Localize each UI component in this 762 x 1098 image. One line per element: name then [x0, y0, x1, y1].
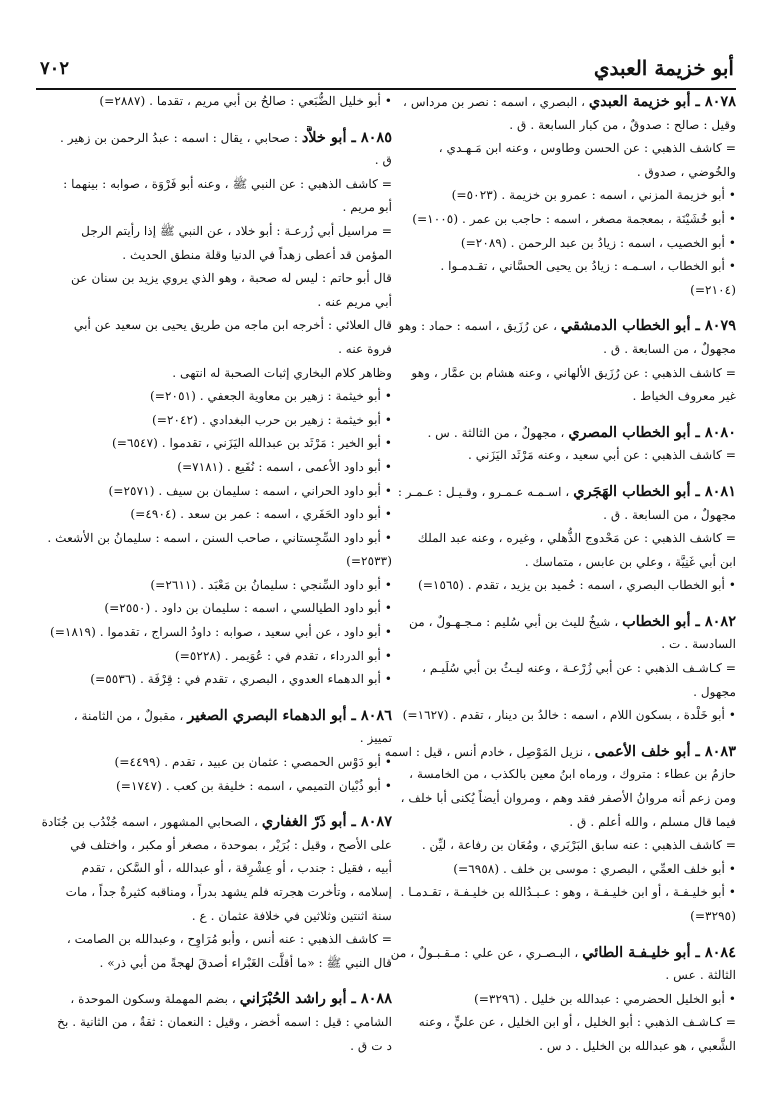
entry-text: ، الصحابي المشهور ، اسمه جُنْدُب بن جُنَادة [41, 815, 262, 830]
text-line [36, 409, 392, 433]
entry-block [368, 740, 736, 929]
entry-text: ، مجهولٌ ، من الثالثة . س . [427, 425, 569, 440]
entry-text: على الأصح ، وقيل : بُرَيْر ، بموحدة ، مصغر أو مكبر ، واختلف في [70, 837, 392, 852]
text-line [36, 928, 392, 952]
text-line [368, 633, 736, 657]
entry-text: • أبو خليل الضُّبَعي : صالحُ بن أبي مريم ، تقدما . (٢٨٨٧=) [99, 94, 392, 108]
entry-text: • أبو خلف العمِّي ، البصري : موسى بن خلف . (٦٩٥٨=) [453, 861, 736, 876]
entry-text: الشَّعبي ، هو عبدالله بن الخليل . د س . [539, 1038, 736, 1053]
text-line [368, 385, 736, 409]
entry-gap [36, 692, 392, 704]
entry-text: = كـاشـف الذهبي : عن أبي زُرْعـة ، وعنه ليـثُ بن أبي سُلَيـم ، [422, 661, 736, 676]
entry-text: حازمُ بن عطاء : متروك ، ورماه ابنُ معين بالكذب ، من الخامسة ، [409, 767, 736, 782]
text-line [368, 574, 736, 598]
entry-block [368, 610, 736, 728]
entry-heading: ٨٠٨٣ ـ أبو خلف الأعمى [594, 742, 736, 760]
text-line [36, 456, 392, 480]
text-line [36, 90, 392, 114]
entry-text: مجهولٌ ، من السابعة . ق . [603, 341, 736, 356]
entry-text: • أبو خزيمة المزني ، اسمه : عمرو بن خزيمة . (٥٠٢٣=) [451, 188, 736, 203]
entry-gap [368, 598, 736, 610]
text-line [36, 362, 392, 386]
entry-text: • أبو الخطاب البصري ، اسمه : حُميد بن يزيد ، تقدم . (١٥٦٥=) [417, 578, 736, 593]
entry-text: • أبو ذُبْيان التميمي ، اسمه : خليفة بن كعب . (١٧٤٧=) [115, 778, 392, 793]
entry-text: إسلامه ، وتأخرت هجرته فلم يشهد بدراً ، ومناقبه كثيرةٌ جداً ، مات [65, 885, 392, 899]
entry-heading: ٨٠٨١ ـ أبو الخطاب الهَجَري [573, 482, 736, 500]
text-line [368, 610, 736, 634]
entry-text: أبيه ، فقيل : جندب ، أو عِشْرِقة ، أو عبدالله ، أو السَّكن ، تقدم [81, 861, 392, 876]
text-line [368, 444, 736, 468]
entry-heading: ٨٠٨٠ ـ أبو الخطاب المصري [568, 423, 736, 441]
entry-text: • أبو خيثمة : زهير بن معاوية الجعفي . (٢٠٥١=) [150, 389, 392, 404]
text-line [36, 1011, 392, 1035]
text-line [368, 681, 736, 705]
text-line [368, 964, 736, 988]
text-line [368, 858, 736, 882]
text-line [368, 988, 736, 1012]
text-line [36, 527, 392, 551]
text-line [368, 881, 736, 905]
entry-block [36, 987, 392, 1058]
entry-text: د ت ق . [350, 1038, 392, 1053]
entry-text: (٢٥٣٣=) [346, 554, 392, 569]
text-line [368, 787, 736, 811]
entry-text: قال العلائي : أخرجه ابن ماجه من طريق يحيى بن سعيد عن أبي [73, 318, 392, 333]
entry-text: = كاشف الذهبي : عنه سابق البَرْبَري ، ومُعَان بن رفاعة ، ليِّن . [421, 838, 736, 853]
text-line [36, 220, 392, 244]
entry-block [368, 90, 736, 302]
entry-text: قال النبي ﷺ : «ما أقلَّت الغَبْراء أصدقَ لهجةً من أبي ذر» . [99, 955, 392, 970]
entry-text: ، عن رُزَيق ، اسمه : حماد : وهو [398, 319, 561, 334]
text-line [36, 480, 392, 504]
entry-text: : صحابي ، يقال : اسمه : عبدُ الرحمن بن زهير . [60, 130, 302, 145]
entry-text: • أبو الدهماء العدوي ، البصري ، تقدم في : قِرْفَة . (٥٥٣٦=) [90, 672, 392, 687]
entry-text: = كـاشـف الذهبي : أبو الخليل ، أو ابن الخليل ، عن عليٍّ ، وعنه [418, 1015, 736, 1030]
entry-text: = كاشف الذهبي : عنه أنس ، وأبو مُرَاوِح ، وعبدالله بن الصامت ، [66, 932, 392, 947]
entry-text: سنة اثنتين وثلاثين في خلافة عثمان . ع . [191, 908, 392, 923]
entry-text: والخُوضي ، صدوق . [636, 164, 736, 179]
entry-text: ومن زعم أنه مروانُ الأصفر فقد وهم ، ومروان أيضاً يُكنى أبا خلف ، [400, 791, 736, 806]
entry-text: ، مقبولٌ ، من الثامنة ، [73, 708, 188, 723]
text-line [36, 267, 392, 291]
entry-block [368, 480, 736, 598]
entry-text: ق . [374, 153, 392, 168]
entry-text: ابن أبي غَنِيَّة ، وعلي بن عابس ، متماسك . [524, 554, 736, 569]
entry-heading: ٨٠٧٩ ـ أبو الخطاب الدمشقي [560, 317, 736, 335]
entry-gap [36, 114, 392, 126]
text-line [36, 857, 392, 881]
text-line [36, 432, 392, 456]
entry-gap [368, 302, 736, 314]
entry-text: • أبو داود الحراني ، اسمه : سليمان بن سيف . (٢٥٧١=) [108, 483, 392, 498]
entry-gap [368, 728, 736, 740]
text-line [36, 621, 392, 645]
entry-text: وظاهر كلام البخاري إثبات الصحبة له انتهى . [172, 365, 392, 380]
entry-text: = كاشف الذهبي : عن النبي ﷺ ، وعنه أبو فَرْوَة ، صوابه : بينهما : [63, 176, 392, 191]
text-line [36, 668, 392, 692]
text-line [36, 704, 392, 728]
text-line [368, 480, 736, 504]
entry-text: غير معروف الخياط . [632, 389, 736, 404]
entry-heading: ٨٠٨٥ ـ أبو خلاَّد [301, 128, 392, 146]
text-line [368, 704, 736, 728]
text-line [36, 751, 392, 775]
text-line [368, 137, 736, 161]
text-line [36, 881, 392, 905]
text-line [36, 385, 392, 409]
text-line [368, 941, 736, 965]
entry-text: قال أبو حاتم : ليس له صحبة ، وهو الذي يروي يزيد بن سنان عن [71, 271, 392, 286]
text-line [36, 173, 392, 197]
entry-text: = كاشف الذهبي : عن الحسن وطاوس ، وعنه ابن مَـهـدي ، [438, 141, 736, 156]
entry-text: ، بضم المهملة وسكون الموحدة ، [70, 992, 240, 1007]
entry-block [36, 810, 392, 975]
entry-text: • أبو خيثمة : زهير بن حرب البغدادي . (٢٠٤٢=) [151, 412, 392, 427]
text-line [368, 232, 736, 256]
text-line [368, 421, 736, 445]
entry-text: • أبو الخير : مَرْثَد بن عبدالله اليَزَني ، تقدموا . (٦٥٤٧=) [111, 436, 392, 451]
entry-text: • أبو داود ، عن أبي سعيد ، صوابه : داودُ السراج ، تقدموا . (١٨١٩=) [49, 625, 392, 640]
text-line [36, 597, 392, 621]
left-column [36, 90, 392, 1058]
entry-text: ، نزيل المَوْصِل ، خادم أنس ، قيل : اسمه [384, 744, 595, 759]
entry-block [36, 126, 392, 692]
entry-text: تمييز . [359, 731, 392, 746]
entry-text: ، شيخٌ لليث بن أبي سُليم : مـجـهـولٌ ، من [408, 614, 623, 629]
text-line [368, 314, 736, 338]
entry-text: • أبو داود السِّنجي : سليمانُ بن مَعْبَد . (٢٦١١=) [150, 577, 392, 592]
entry-text: • أبو خليـفـة ، أو ابن خليـفـة ، وهو : عـبـدُالله بن خليـفـة ، تقـدمـا . [400, 885, 736, 900]
text-line [36, 645, 392, 669]
entry-heading: ٨٠٧٨ ـ أبو خزيمة العبدي [588, 93, 736, 110]
entry-text: • أبو الخصيب ، اسمه : زيادُ بن عبد الرحمن . (٢٠٨٩=) [460, 235, 736, 250]
text-line [368, 811, 736, 835]
entry-text: • أبو خُشَيْنَة ، بمعجمة مصغر ، اسمه : حاجب بن عمر . (١٠٠٥=) [412, 211, 736, 226]
entry-text: = كاشف الذهبي : عن مَحْدوج الذُّهلي ، وغيره ، وعنه عبد الملك [417, 531, 736, 546]
text-line [36, 338, 392, 362]
entry-block [368, 314, 736, 408]
entry-text: الثالثة . عس . [665, 968, 736, 983]
text-line [36, 126, 392, 150]
entry-heading: ٨٠٨٤ ـ أبو خليـفـة الطائي [582, 943, 736, 961]
text-line [36, 503, 392, 527]
text-line [368, 740, 736, 764]
text-line [36, 905, 392, 929]
entry-text: ، البـصـري ، عن علي : مـقـبـولٌ ، من [390, 945, 583, 960]
entry-text: • أبو دَوْس الحمصي : عثمان بن عبيد ، تقدم . (٤٤٩٩=) [114, 755, 392, 770]
entry-text: • أبو الخليل الحضرمي : عبدالله بن خليل . (٣٢٩٦=) [473, 991, 736, 1006]
entry-heading: ٨٠٨٨ ـ أبو راشد الحُبْرَاني [239, 990, 392, 1008]
text-line [368, 551, 736, 575]
text-line [368, 763, 736, 787]
text-line [368, 255, 736, 279]
entry-gap [368, 929, 736, 941]
entry-text: فروة عنه . [338, 341, 392, 356]
text-line [368, 90, 736, 114]
text-line [368, 504, 736, 528]
text-line [36, 987, 392, 1011]
text-line [368, 338, 736, 362]
text-line [36, 834, 392, 858]
text-line [368, 279, 736, 303]
text-line [36, 810, 392, 834]
entry-text: • أبو الدرداء ، تقدم في : عُوَيمر . (٥٢٢٨=) [174, 648, 392, 663]
entry-text: السادسة . ت . [661, 637, 736, 652]
entry-text: أبي مريم عنه . [317, 294, 392, 309]
entry-text: (٣٢٩٥=) [690, 909, 736, 923]
text-line [368, 834, 736, 858]
text-line [36, 550, 392, 574]
entry-block [36, 90, 392, 114]
entry-block [368, 941, 736, 1059]
text-line [36, 775, 392, 799]
text-line [368, 1011, 736, 1035]
page-number: ٧٠٢ [40, 58, 70, 79]
text-line [36, 244, 392, 268]
entry-text: • أبو داود الأعمى ، اسمه : نُفَيع . (٧١٨١=) [177, 459, 392, 474]
entry-text: فيما قال مسلم ، والله أعلم . ق . [569, 814, 736, 829]
text-line [36, 952, 392, 976]
entry-text: ، البصري ، اسمه : نصر بن مرداس ، [403, 95, 589, 109]
entry-text: (٢١٠٤=) [690, 282, 736, 297]
entry-gap [368, 409, 736, 421]
entry-text: ، اسـمـه عـمـرو ، وقـيـل : عـمـر : [397, 484, 574, 499]
text-line [368, 905, 736, 929]
entry-text: مجهول . [693, 684, 736, 699]
text-line [368, 114, 736, 138]
entry-text: • أبو داود الحَفَري ، اسمه : عمر بن سعد . (٤٩٠٤=) [130, 507, 392, 522]
entry-block [36, 704, 392, 798]
text-line [368, 527, 736, 551]
entry-text: مجهولٌ ، من السابعة . ق . [603, 507, 736, 522]
entry-gap [36, 798, 392, 810]
text-line [36, 574, 392, 598]
entry-block [368, 421, 736, 468]
text-line [368, 657, 736, 681]
entry-heading: ٨٠٨٦ ـ أبو الدهماء البصري الصغير [187, 706, 392, 724]
text-line [36, 1035, 392, 1059]
entry-text: الشامي : قيل : اسمه أخضر ، وقيل : النعمان : ثقةٌ ، من الثانية . بخ [57, 1014, 392, 1029]
text-line [36, 196, 392, 220]
text-line [368, 362, 736, 386]
entry-text: وقيل : صالح : صدوقٌ ، من كبار السابعة . ق . [509, 117, 736, 132]
entry-text: = كاشف الذهبي : عن رُزَيق الألهاني ، وعنه هشام بن عمَّار ، وهو [411, 365, 736, 380]
text-line [368, 208, 736, 232]
entry-text: = مراسيل أبي زُرعـة : أبو خلاد ، عن النبي ﷺ إذا رأيتم الرجل [81, 223, 392, 238]
entry-text: أبو مريم . [342, 200, 392, 215]
text-line [36, 314, 392, 338]
entry-heading: ٨٠٨٧ ـ أبو ذَرّ الغفاري [261, 813, 392, 831]
text-line [36, 727, 392, 751]
text-line [36, 291, 392, 315]
text-line [36, 149, 392, 173]
entry-gap [36, 975, 392, 987]
entry-text: • أبو الخطاب ، اسـمـه : زيادُ بن يحيى الحسَّاني ، تقـدمـوا . [440, 259, 736, 274]
right-column [368, 90, 736, 1059]
running-header-title: أبو خزيمة العبدي [593, 56, 734, 80]
entry-text: • أبو خَلْدة ، بسكون اللام ، اسمه : خالدُ بن دينار ، تقدم . (١٦٢٧=) [402, 708, 736, 723]
entry-gap [368, 468, 736, 480]
entry-heading: ٨٠٨٢ ـ أبو الخطاب [622, 612, 736, 630]
entry-text: • أبو داود الطيالسي ، اسمه : سليمان بن داود . (٢٥٥٠=) [104, 601, 392, 616]
text-line [368, 1035, 736, 1059]
entry-text: المؤمن قد أعطى زهداً في الدنيا وقلة منطق الحديث . [122, 247, 392, 262]
entry-text: = كاشف الذهبي : عن أبي سعيد ، وعنه مَرْثَد اليَزَني . [468, 448, 736, 463]
text-line [368, 161, 736, 185]
text-line [368, 184, 736, 208]
entry-text: • أبو داود السِّجِستاني ، صاحب السنن ، اسمه : سليمانُ بن الأشعث . [47, 530, 392, 545]
